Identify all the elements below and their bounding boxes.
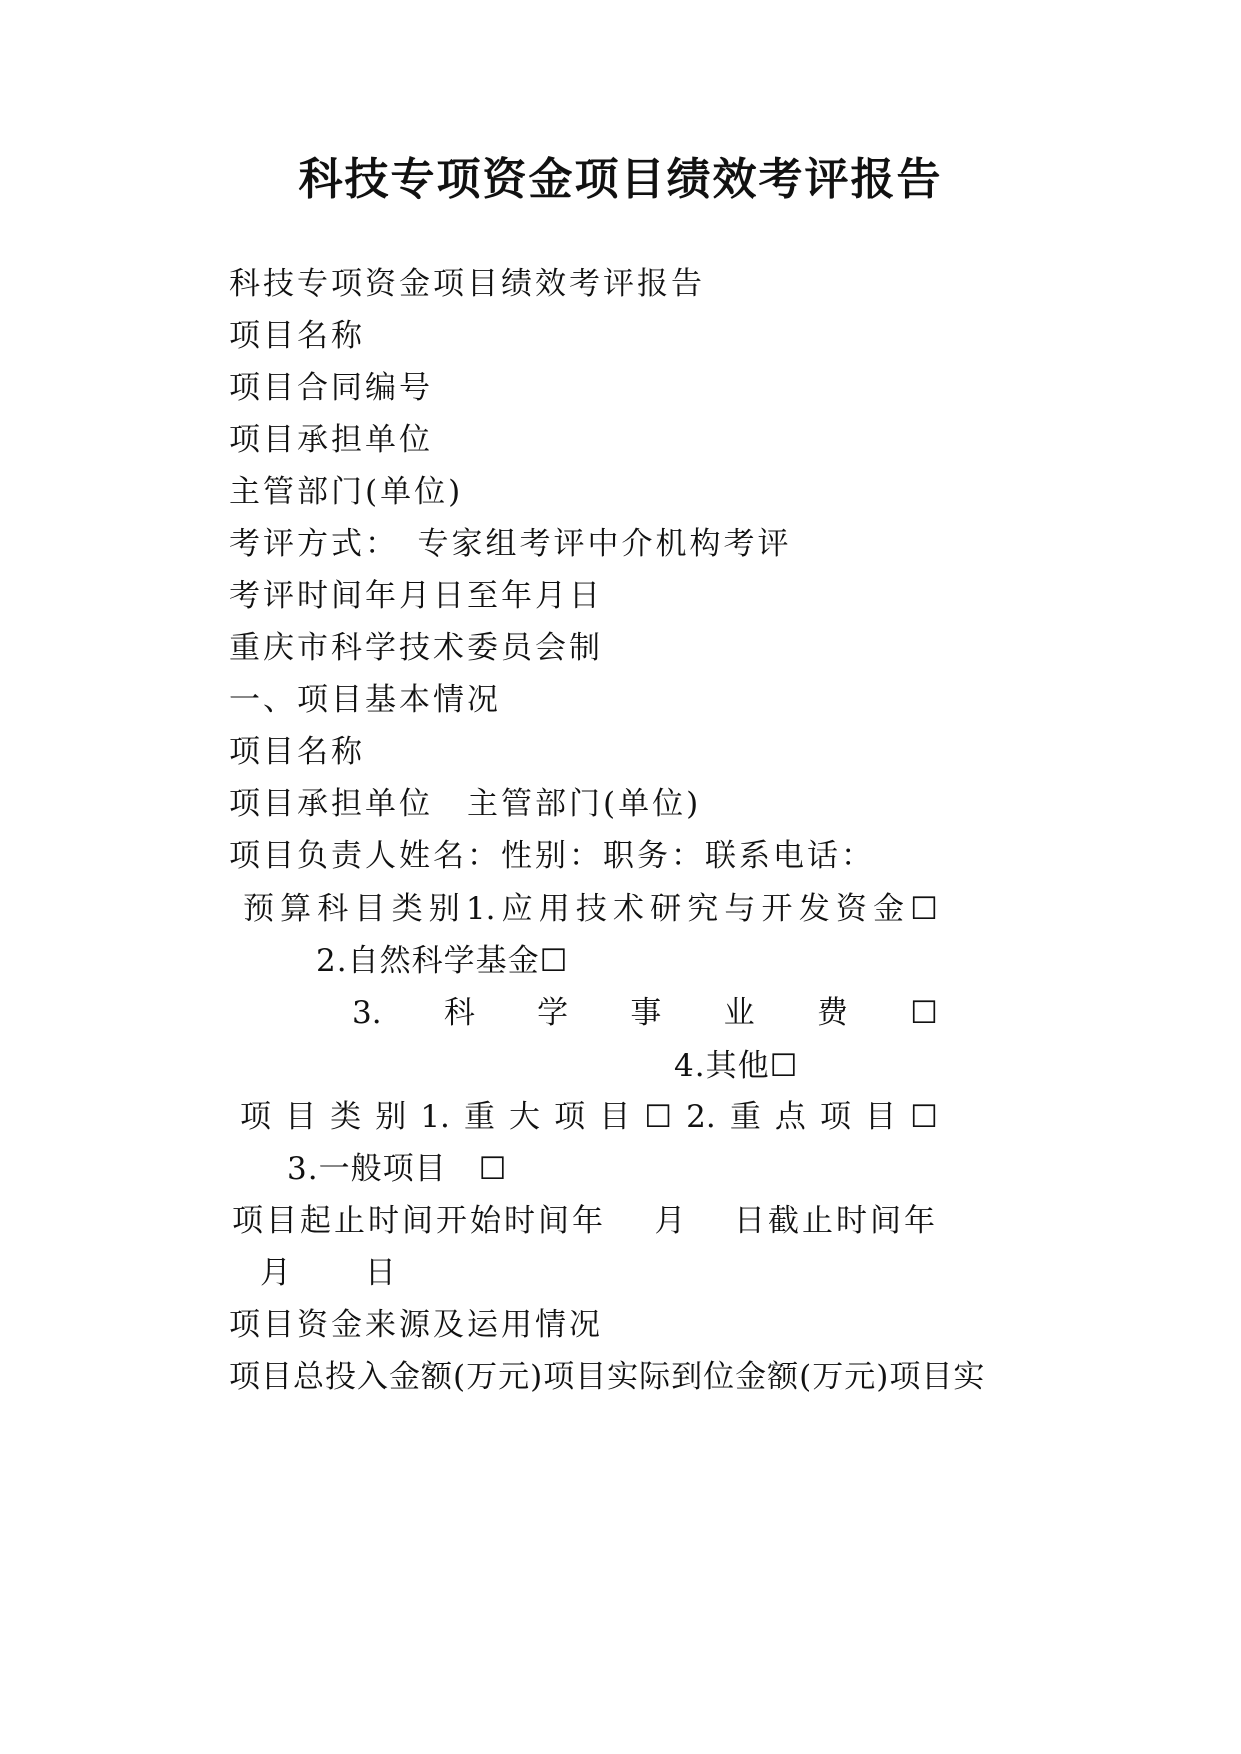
text-token: 金 — [872, 891, 904, 927]
text-token: 技 — [575, 891, 607, 927]
section-heading: 一、项目基本情况 — [229, 682, 501, 718]
checkbox-icon[interactable]: ☐ — [910, 891, 938, 927]
checkbox-icon[interactable]: ☐ — [910, 1099, 938, 1135]
text-line: 项目负责人姓名：性别：职务：联系电话： — [229, 838, 875, 874]
text-token: 开 — [761, 891, 793, 927]
text-line: 重庆市科学技术委员会制 — [229, 630, 603, 666]
text-token: 点 — [774, 1099, 806, 1135]
text-token: 应 — [501, 891, 533, 927]
text-token: 费 — [816, 995, 848, 1031]
text-token: 发 — [798, 891, 830, 927]
text-token: 目 — [599, 1099, 631, 1135]
text-token: 日 — [364, 1255, 399, 1291]
text-token: 究 — [687, 891, 719, 927]
text-line: 项目合同编号 — [229, 370, 433, 406]
text-token: 目 — [354, 891, 386, 927]
text-line: 项目总投入金额(万元)项目实际到位金额(万元)项目实 — [229, 1359, 986, 1395]
text-token: 项 — [554, 1099, 586, 1135]
text-token: 月 — [654, 1203, 686, 1239]
project-time-line-1 — [232, 1201, 938, 1241]
project-category-line-2: 3.一般项目 ☐ — [287, 1151, 508, 1187]
text-token: 类 — [391, 891, 423, 927]
section-heading: 项目资金来源及运用情况 — [229, 1307, 603, 1343]
text-token: 事 — [630, 995, 662, 1031]
text-line: 项目承担单位 主管部门(单位) — [229, 786, 702, 822]
project-category-line-1 — [240, 1097, 938, 1137]
text-token: 预 — [243, 891, 274, 927]
text-token: 研 — [650, 891, 682, 927]
text-token: 资 — [835, 891, 867, 927]
text-token: 目 — [285, 1099, 317, 1135]
document-title: 科技专项资金项目绩效考评报告 — [298, 154, 943, 205]
text-token: 别 — [428, 891, 460, 927]
text-token: 业 — [723, 995, 755, 1031]
text-token: 术 — [612, 891, 644, 927]
text-line: 主管部门(单位) — [229, 474, 464, 510]
text-token: 重 — [463, 1099, 495, 1135]
text-token: 1. — [420, 1099, 450, 1135]
text-token: 学 — [537, 995, 569, 1031]
text-token: 目 — [865, 1099, 897, 1135]
text-token: 项 — [819, 1099, 851, 1135]
text-token: 项 — [240, 1099, 271, 1135]
text-token: 与 — [724, 891, 756, 927]
text-line: 项目名称 — [229, 734, 365, 770]
budget-category-line-1 — [243, 889, 938, 929]
text-token: 2. — [686, 1099, 716, 1135]
text-token: 别 — [375, 1099, 407, 1135]
text-line: 项目承担单位 — [229, 422, 433, 458]
text-token: 3. — [352, 995, 382, 1031]
checkbox-icon[interactable]: ☐ — [644, 1099, 673, 1135]
text-token: 项目起止时间开始时间年 — [232, 1203, 606, 1239]
text-token: 科 — [317, 891, 349, 927]
text-token: 用 — [538, 891, 570, 927]
text-token: 类 — [330, 1099, 362, 1135]
budget-category-line-3 — [352, 993, 938, 1033]
budget-category-line-2: 2.自然科学基金☐ — [316, 943, 569, 979]
text-token: 日截止时间年 — [734, 1203, 938, 1239]
text-token: 1. — [465, 891, 496, 927]
budget-category-line-4: 4.其他☐ — [674, 1048, 799, 1084]
text-line: 考评时间年月日至年月日 — [229, 578, 603, 614]
project-time-line-2 — [260, 1253, 399, 1293]
text-line: 科技专项资金项目绩效考评报告 — [229, 266, 705, 302]
text-line: 项目名称 — [229, 318, 365, 354]
text-token: 重 — [729, 1099, 761, 1135]
text-token: 月 — [260, 1255, 294, 1291]
text-token: 大 — [509, 1099, 541, 1135]
text-token: 算 — [280, 891, 312, 927]
text-token: 科 — [443, 995, 475, 1031]
checkbox-icon[interactable]: ☐ — [910, 995, 938, 1031]
text-line: 考评方式： 专家组考评中介机构考评 — [229, 526, 792, 562]
